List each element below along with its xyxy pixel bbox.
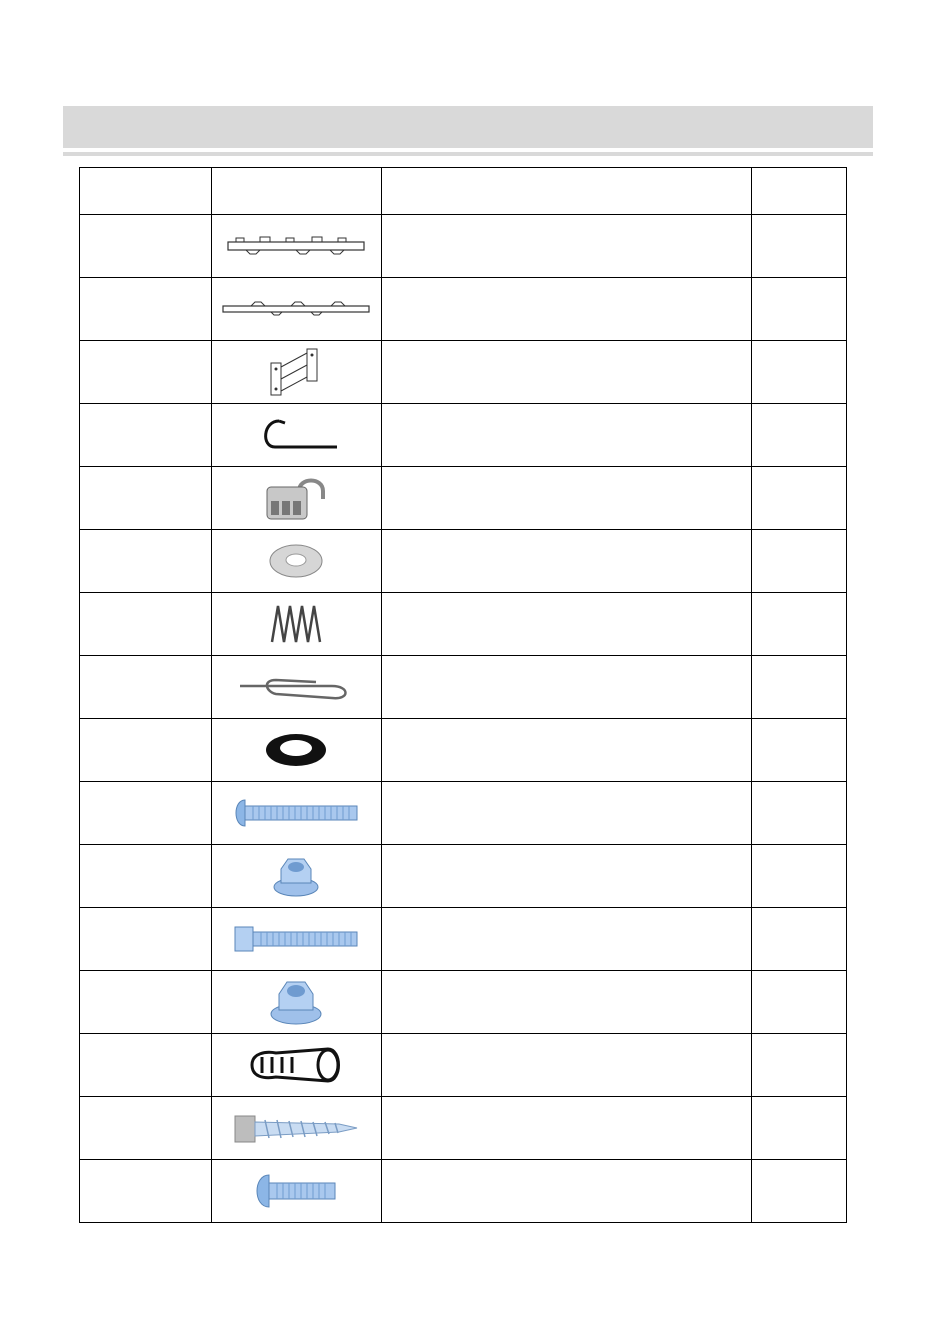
part-description xyxy=(382,1034,751,1097)
part-description xyxy=(382,215,751,278)
part-quantity xyxy=(751,971,846,1034)
table-row xyxy=(80,341,847,404)
table-row xyxy=(80,656,847,719)
part-number xyxy=(80,908,212,971)
part-description xyxy=(382,971,751,1034)
part-number xyxy=(80,1034,212,1097)
rubber-washer-icon xyxy=(261,730,331,770)
table-row xyxy=(80,1097,847,1160)
parts-table xyxy=(79,167,847,1223)
part-quantity xyxy=(751,845,846,908)
flange-nut-small-icon xyxy=(271,853,321,899)
table-row xyxy=(80,530,847,593)
table-row xyxy=(80,782,847,845)
part-description xyxy=(382,593,751,656)
part-number xyxy=(80,278,212,341)
table-row xyxy=(80,719,847,782)
part-description xyxy=(382,1160,751,1223)
column-header-qty xyxy=(751,168,846,215)
part-quantity xyxy=(751,530,846,593)
part-quantity xyxy=(751,278,846,341)
part-number xyxy=(80,719,212,782)
part-number xyxy=(80,845,212,908)
part-description xyxy=(382,404,751,467)
short-round-bolt-icon xyxy=(251,1171,341,1211)
header-divider xyxy=(63,152,873,156)
part-description xyxy=(382,467,751,530)
part-number xyxy=(80,656,212,719)
part-description xyxy=(382,1097,751,1160)
part-number xyxy=(80,467,212,530)
part-quantity xyxy=(751,1034,846,1097)
part-number xyxy=(80,1160,212,1223)
section-header-bar xyxy=(63,106,873,148)
table-row xyxy=(80,908,847,971)
part-quantity xyxy=(751,341,846,404)
part-description xyxy=(382,782,751,845)
j-hook-icon xyxy=(251,417,341,453)
part-quantity xyxy=(751,215,846,278)
part-number xyxy=(80,215,212,278)
table-row xyxy=(80,278,847,341)
spring-icon xyxy=(266,602,326,646)
table-row xyxy=(80,215,847,278)
part-quantity xyxy=(751,908,846,971)
part-quantity xyxy=(751,719,846,782)
table-row xyxy=(80,467,847,530)
part-number xyxy=(80,530,212,593)
column-header-image xyxy=(211,168,382,215)
part-quantity xyxy=(751,404,846,467)
part-number xyxy=(80,782,212,845)
part-quantity xyxy=(751,467,846,530)
table-row xyxy=(80,1160,847,1223)
part-number xyxy=(80,341,212,404)
table-row xyxy=(80,593,847,656)
wall-anchor-icon xyxy=(246,1043,346,1087)
part-number xyxy=(80,593,212,656)
part-quantity xyxy=(751,1160,846,1223)
column-header-description xyxy=(382,168,751,215)
flat-washer-icon xyxy=(266,541,326,581)
part-quantity xyxy=(751,1097,846,1160)
flange-nut-large-icon xyxy=(268,976,324,1028)
hex-bolt-icon xyxy=(231,922,361,956)
part-description xyxy=(382,845,751,908)
part-description xyxy=(382,719,751,782)
wall-bracket-icon xyxy=(261,345,331,399)
part-description xyxy=(382,341,751,404)
part-number xyxy=(80,971,212,1034)
part-description xyxy=(382,908,751,971)
part-description xyxy=(382,530,751,593)
part-description xyxy=(382,656,751,719)
tube-frame-slim-icon xyxy=(221,299,371,319)
part-number xyxy=(80,404,212,467)
part-quantity xyxy=(751,593,846,656)
column-header-no xyxy=(80,168,212,215)
part-quantity xyxy=(751,656,846,719)
round-head-bolt-icon xyxy=(231,796,361,830)
r-clip-pin-icon xyxy=(236,672,356,702)
tube-frame-long-icon xyxy=(226,232,366,260)
table-row xyxy=(80,845,847,908)
lag-screw-icon xyxy=(231,1108,361,1148)
table-row xyxy=(80,971,847,1034)
part-quantity xyxy=(751,782,846,845)
table-row xyxy=(80,1034,847,1097)
part-description xyxy=(382,278,751,341)
table-row xyxy=(80,404,847,467)
combination-padlock-icon xyxy=(261,473,331,523)
table-header-row xyxy=(80,168,847,215)
part-number xyxy=(80,1097,212,1160)
